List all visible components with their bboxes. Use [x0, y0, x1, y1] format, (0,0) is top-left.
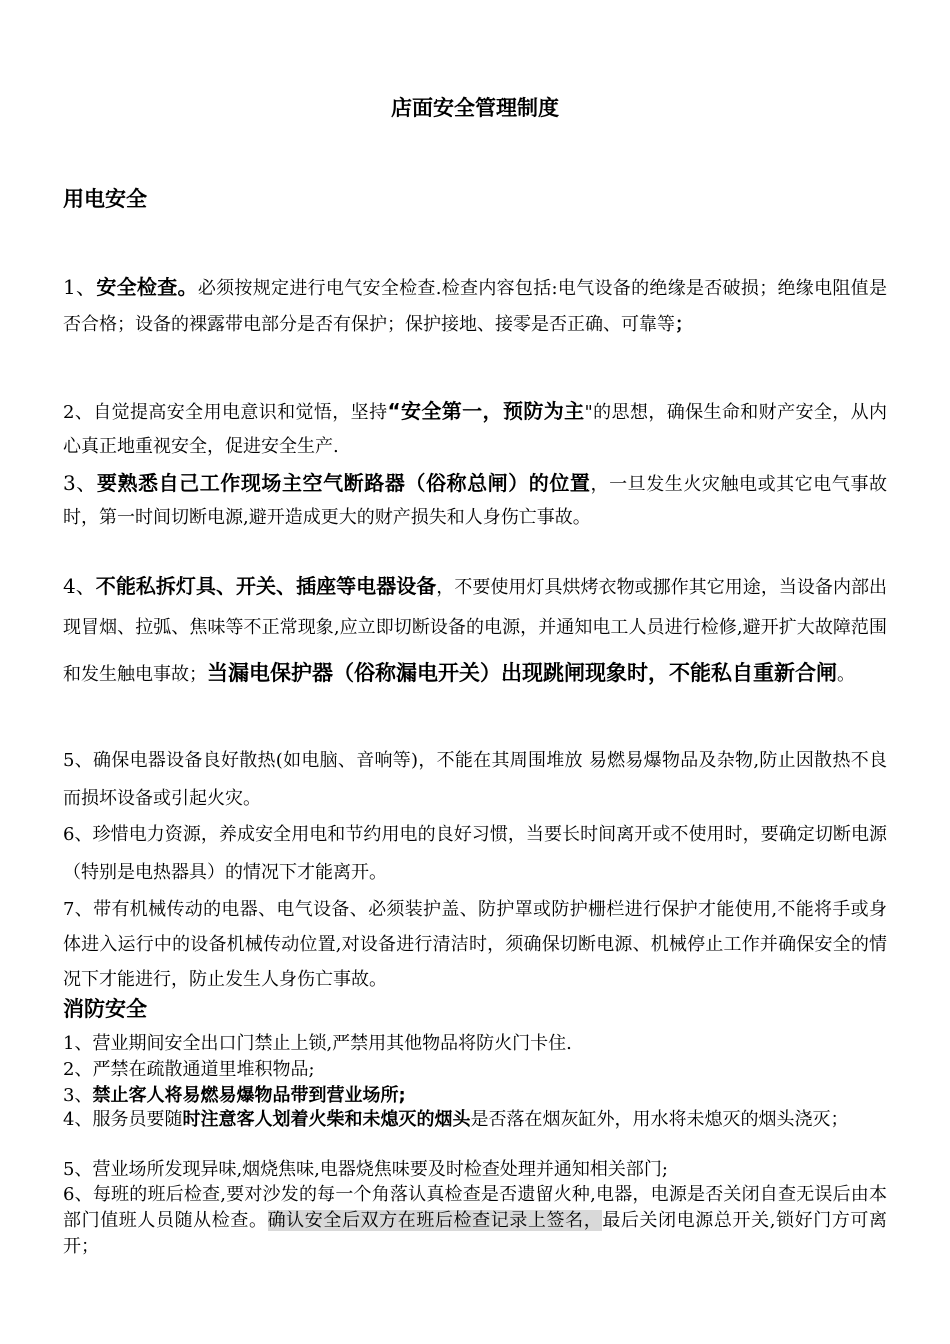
highlighted-text: 确认安全后双方在班后检查记录上签名，	[267, 1210, 603, 1231]
document-title: 店面安全管理制度	[391, 96, 559, 120]
fire-item-4: 4、服务员要随时注意客人划着火柴和未熄灭的烟头是否落在烟灰缸外，用水将未熄灭的烟头浇灭；	[63, 1109, 849, 1130]
electric-item-2: 2、自觉提高安全用电意识和觉悟，坚持“安全第一，预防为主"的思想，确保生命和财产安全，从内心真正地重视安全，促进安全生产.	[63, 399, 888, 457]
electric-item-7: 7、带有机械传动的电器、电气设备、必须装护盖、防护罩或防护栅栏进行保护才能使用,不能将手或身体进入运行中的设备机械传动位置,对设备进行清洁时，须确保切断电源、机械停止工作并确保安全的情况下才能进行，防止发生人身伤亡事故。	[63, 899, 888, 990]
fire-item-1: 1、营业期间安全出口门禁止上锁,严禁用其他物品将防火门卡住.	[63, 1033, 572, 1054]
fire-item-6: 6、每班的班后检查,要对沙发的每一个角落认真检查是否遗留火种,电器，电源是否关闭自查无误后由本部门值班人员随从检查。确认安全后双方在班后检查记录上签名，最后关闭电源总开关,锁好门方可离开；	[63, 1184, 888, 1257]
section-heading-fire: 消防安全	[63, 997, 147, 1021]
electric-item-1: 1、安全检查。必须按规定进行电气安全检查.检查内容包括:电气设备的绝缘是否破损；绝缘电阻值是否合格；设备的裸露带电部分是否有保护；保护接地、接零是否正确、可靠等；	[63, 275, 887, 335]
electric-item-3: 3、要熟悉自己工作现场主空气断路器（俗称总闸）的位置，一旦发生火灾触电或其它电气事故时，第一时间切断电源,避开造成更大的财产损失和人身伤亡事故。	[63, 471, 888, 528]
fire-item-5: 5、营业场所发现异味,烟烧焦味,电器烧焦味要及时检查处理并通知相关部门;	[63, 1159, 668, 1180]
fire-item-3: 3、禁止客人将易燃易爆物品带到营业场所;	[63, 1085, 406, 1106]
fire-item-2: 2、严禁在疏散通道里堆积物品;	[63, 1059, 315, 1080]
electric-item-4: 4、不能私拆灯具、开关、插座等电器设备，不要使用灯具烘烤衣物或挪作其它用途，当设备内部出现冒烟、拉弧、焦味等不正常现象,应立即切断设备的电源，并通知电工人员进行检修,避开扩大故障范围和发生触电事故；当漏电保护器（俗称漏电开关）出现跳闸现象时，不能私自重新合闸。	[63, 574, 888, 685]
section-heading-electric: 用电安全	[63, 187, 147, 211]
electric-item-5: 5、确保电器设备良好散热(如电脑、音响等)，不能在其周围堆放 易燃易爆物品及杂物,防止因散热不良而损坏设备或引起火灾。	[63, 750, 888, 809]
electric-item-6: 6、珍惜电力资源，养成安全用电和节约用电的良好习惯，当要长时间离开或不使用时，要确定切断电源（特别是电热器具）的情况下才能离开。	[63, 824, 888, 883]
